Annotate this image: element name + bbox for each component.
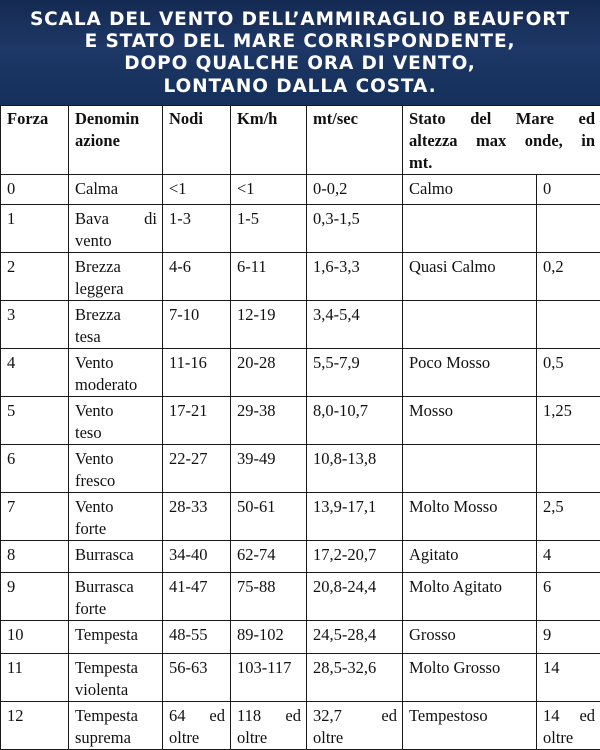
cell-stato-mare: Quasi Calmo: [403, 253, 537, 301]
cell-mt-sec: 17,2-20,7: [307, 541, 403, 573]
cell-denominazione-line1: Burrasca: [75, 576, 157, 598]
cell-denominazione-line1: Vento: [75, 400, 157, 422]
cell-kmh: [231, 702, 307, 750]
cell-stato-mare: Poco Mosso: [403, 349, 537, 397]
table-row: [1, 654, 600, 702]
cell-altezza-onde: [537, 301, 600, 349]
header-denominazione: [69, 106, 163, 175]
cell-nodi: [163, 702, 231, 750]
table-row: [1, 702, 600, 750]
cell-altezza-onde: 0,5: [537, 349, 600, 397]
cell-forza: 11: [1, 654, 69, 702]
cell-denominazione-line1: Brezza: [75, 256, 157, 278]
cell-nodi: 56-63: [163, 654, 231, 702]
cell-mt-sec: [307, 702, 403, 750]
cell-denominazione-line2: violenta: [75, 679, 157, 701]
cell-mt-sec: 0,3-1,5: [307, 205, 403, 253]
cell-nodi-line1: 64 ed: [169, 705, 225, 727]
cell-nodi: 1-3: [163, 205, 231, 253]
cell-kmh: 39-49: [231, 445, 307, 493]
cell-stato-mare: Agitato: [403, 541, 537, 573]
cell-altezza-onde: 9: [537, 621, 600, 654]
cell-mt-sec: 0-0,2: [307, 175, 403, 205]
cell-denominazione-line1: Tempesta: [75, 657, 157, 679]
title-banner: [0, 0, 600, 105]
cell-denominazione: [69, 702, 163, 750]
cell-altezza-onde: 0: [537, 175, 600, 205]
beaufort-table: [0, 105, 600, 750]
cell-kmh: 20-28: [231, 349, 307, 397]
cell-nodi: 4-6: [163, 253, 231, 301]
cell-denominazione-line2: teso: [75, 422, 157, 444]
cell-stato-mare: Calmo: [403, 175, 537, 205]
title-line: DOPO QUALCHE ORA DI VENTO,: [0, 53, 600, 75]
cell-forza: 6: [1, 445, 69, 493]
cell-stato-mare: Molto Grosso: [403, 654, 537, 702]
cell-kmh-line2: oltre: [237, 727, 301, 749]
cell-denominazione-line1: Vento: [75, 496, 157, 518]
header-stato-line1: Stato del Mare ed: [409, 108, 595, 130]
cell-altezza-onde: 1,25: [537, 397, 600, 445]
table-row: [1, 205, 600, 253]
cell-denominazione: [69, 301, 163, 349]
cell-mt-sec: 3,4-5,4: [307, 301, 403, 349]
cell-denominazione-line1: Tempesta: [75, 705, 157, 727]
cell-mt-sec: 8,0-10,7: [307, 397, 403, 445]
cell-altezza-onde: 14: [537, 654, 600, 702]
cell-denominazione-line2: forte: [75, 598, 157, 620]
cell-nodi: 11-16: [163, 349, 231, 397]
cell-mt-sec: 10,8-13,8: [307, 445, 403, 493]
cell-denominazione-line2: moderato: [75, 374, 157, 396]
cell-forza: 5: [1, 397, 69, 445]
cell-stato-mare: [403, 301, 537, 349]
cell-denominazione: Calma: [69, 175, 163, 205]
cell-kmh: 1-5: [231, 205, 307, 253]
header-stato-mare: [403, 106, 600, 175]
cell-kmh: 50-61: [231, 493, 307, 541]
cell-mt-sec-line1: 32,7 ed: [313, 705, 397, 727]
cell-mt-sec: 13,9-17,1: [307, 493, 403, 541]
cell-denominazione-line2: leggera: [75, 278, 157, 300]
header-kmh: Km/h: [231, 106, 307, 175]
cell-kmh: 6-11: [231, 253, 307, 301]
table-row: [1, 175, 600, 205]
cell-altezza-onde-line1: 14 ed: [543, 705, 595, 727]
cell-denominazione-line2: suprema: [75, 727, 157, 749]
cell-altezza-onde: [537, 445, 600, 493]
cell-forza: 8: [1, 541, 69, 573]
cell-nodi: 17-21: [163, 397, 231, 445]
cell-kmh: 62-74: [231, 541, 307, 573]
cell-altezza-onde: [537, 205, 600, 253]
cell-altezza-onde: 4: [537, 541, 600, 573]
cell-kmh: 103-117: [231, 654, 307, 702]
title-line: SCALA DEL VENTO DELL’AMMIRAGLIO BEAUFORT: [0, 9, 600, 31]
cell-mt-sec: 24,5-28,4: [307, 621, 403, 654]
cell-stato-mare: Grosso: [403, 621, 537, 654]
table-row: [1, 541, 600, 573]
cell-nodi: <1: [163, 175, 231, 205]
cell-denominazione: [69, 654, 163, 702]
header-nodi: Nodi: [163, 106, 231, 175]
table-row: [1, 253, 600, 301]
cell-altezza-onde: 6: [537, 573, 600, 621]
cell-forza: 0: [1, 175, 69, 205]
cell-mt-sec: 28,5-32,6: [307, 654, 403, 702]
cell-denominazione-line1: Bava di: [75, 208, 157, 230]
cell-nodi: 41-47: [163, 573, 231, 621]
cell-denominazione-line1: Vento: [75, 448, 157, 470]
cell-kmh: 75-88: [231, 573, 307, 621]
cell-nodi: 7-10: [163, 301, 231, 349]
cell-mt-sec: 20,8-24,4: [307, 573, 403, 621]
cell-stato-mare: Tempestoso: [403, 702, 537, 750]
cell-denominazione: [69, 397, 163, 445]
cell-denominazione: [69, 205, 163, 253]
cell-denominazione: [69, 573, 163, 621]
cell-kmh: <1: [231, 175, 307, 205]
header-denominazione-line1: Denomin: [75, 108, 157, 130]
cell-mt-sec-line2: oltre: [313, 727, 397, 749]
cell-nodi: 22-27: [163, 445, 231, 493]
table-row: [1, 349, 600, 397]
cell-denominazione-line2: forte: [75, 518, 157, 540]
table-row: [1, 573, 600, 621]
cell-denominazione-line2: fresco: [75, 470, 157, 492]
table-header-row: [1, 106, 600, 175]
cell-altezza-onde: 2,5: [537, 493, 600, 541]
cell-denominazione: Tempesta: [69, 621, 163, 654]
cell-stato-mare: Molto Agitato: [403, 573, 537, 621]
cell-kmh: 12-19: [231, 301, 307, 349]
cell-forza: 12: [1, 702, 69, 750]
cell-denominazione: [69, 349, 163, 397]
cell-denominazione: [69, 445, 163, 493]
cell-forza: 10: [1, 621, 69, 654]
cell-altezza-onde-line2: oltre: [543, 727, 595, 749]
cell-stato-mare: Mosso: [403, 397, 537, 445]
cell-altezza-onde: 0,2: [537, 253, 600, 301]
cell-stato-mare: [403, 445, 537, 493]
table-row: [1, 397, 600, 445]
cell-forza: 2: [1, 253, 69, 301]
cell-mt-sec: 1,6-3,3: [307, 253, 403, 301]
cell-kmh: 29-38: [231, 397, 307, 445]
cell-denominazione-line2: tesa: [75, 326, 157, 348]
header-stato-line3: mt.: [409, 152, 595, 174]
cell-denominazione-line2: vento: [75, 230, 157, 252]
cell-kmh: 89-102: [231, 621, 307, 654]
cell-nodi-line2: oltre: [169, 727, 225, 749]
table-row: [1, 621, 600, 654]
header-forza: Forza: [1, 106, 69, 175]
cell-stato-mare: [403, 205, 537, 253]
title-line: E STATO DEL MARE CORRISPONDENTE,: [0, 31, 600, 53]
cell-nodi: 48-55: [163, 621, 231, 654]
header-denominazione-line2: azione: [75, 130, 157, 152]
title-line: LONTANO DALLA COSTA.: [0, 76, 600, 98]
cell-nodi: 28-33: [163, 493, 231, 541]
cell-forza: 7: [1, 493, 69, 541]
header-stato-line2: altezza max onde, in: [409, 130, 595, 152]
table-row: [1, 301, 600, 349]
cell-stato-mare: Molto Mosso: [403, 493, 537, 541]
cell-denominazione-line1: Brezza: [75, 304, 157, 326]
cell-denominazione-line1: Vento: [75, 352, 157, 374]
cell-denominazione: [69, 493, 163, 541]
cell-denominazione: [69, 253, 163, 301]
header-mt-sec: mt/sec: [307, 106, 403, 175]
cell-forza: 1: [1, 205, 69, 253]
cell-mt-sec: 5,5-7,9: [307, 349, 403, 397]
cell-forza: 9: [1, 573, 69, 621]
cell-altezza-onde: [537, 702, 600, 750]
page-title: [0, 9, 600, 98]
cell-denominazione: Burrasca: [69, 541, 163, 573]
cell-nodi: 34-40: [163, 541, 231, 573]
cell-kmh-line1: 118 ed: [237, 705, 301, 727]
table-row: [1, 493, 600, 541]
cell-forza: 3: [1, 301, 69, 349]
table-row: [1, 445, 600, 493]
cell-forza: 4: [1, 349, 69, 397]
